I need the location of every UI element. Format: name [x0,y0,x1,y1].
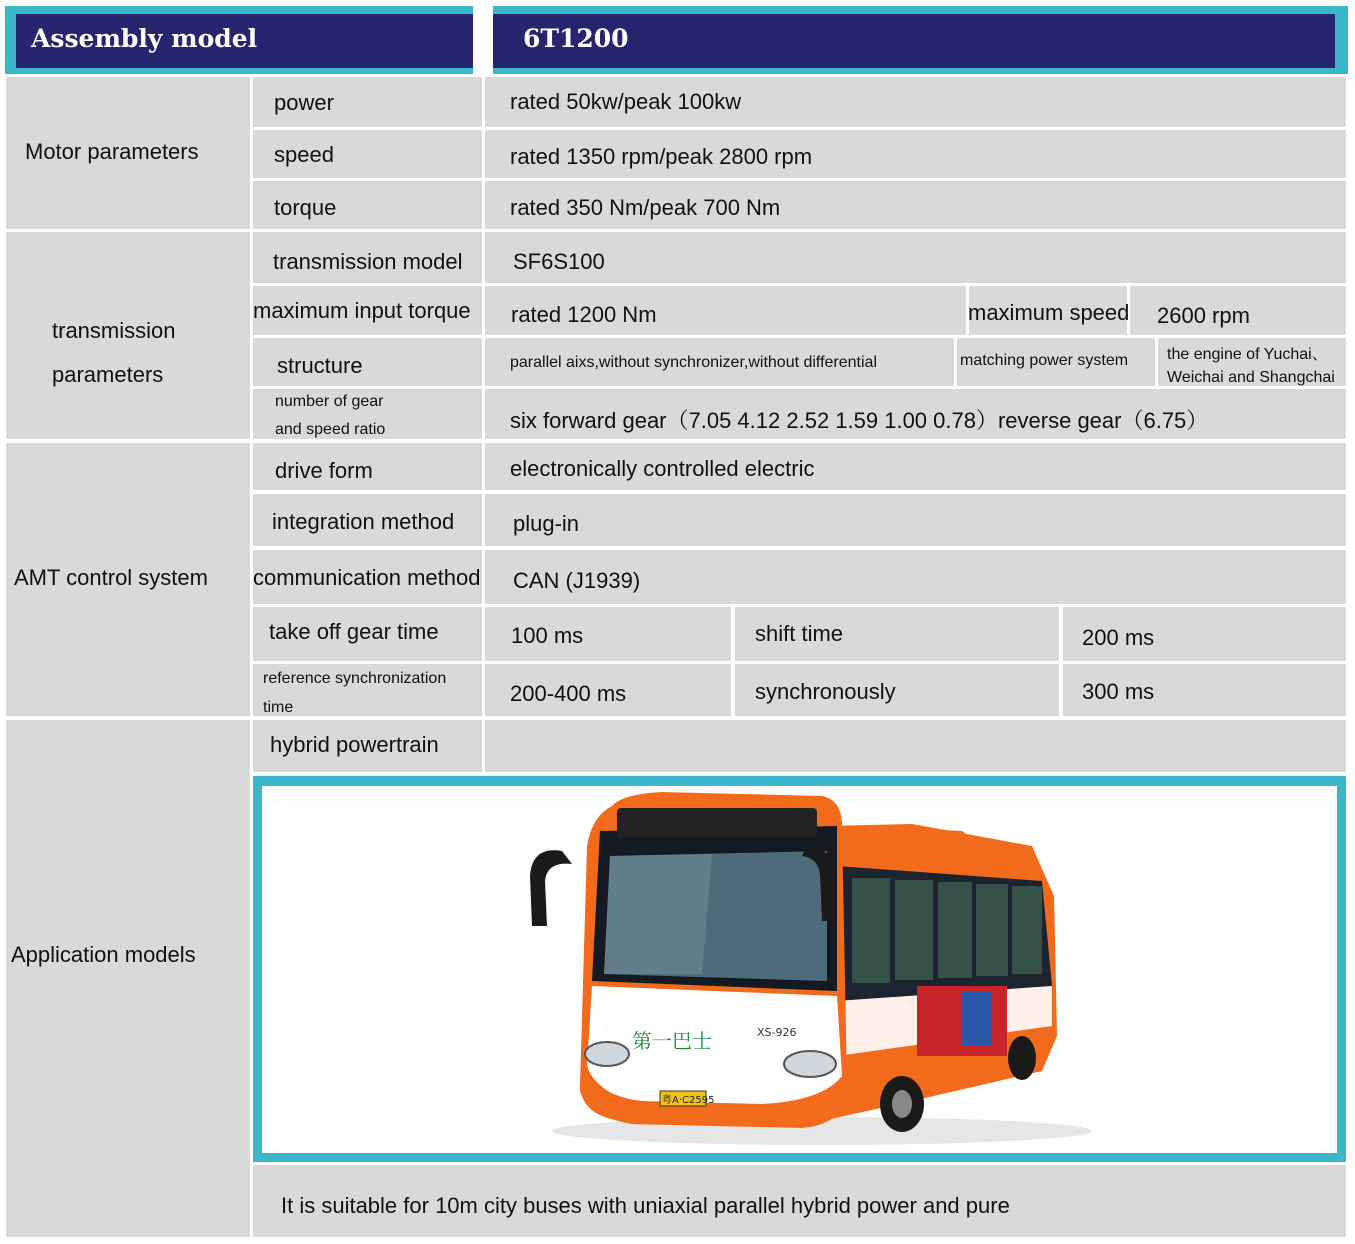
motor-torque-label: torque [274,195,337,220]
trans-gears-label-cell [253,389,482,439]
trans-maxspeed-label: maximum speed [968,300,1130,325]
amt-communication-label: communication method [253,565,481,590]
amt-integration-value: plug-in [513,511,580,536]
amt-drive-label-cell [253,443,482,490]
amt-shift-label-cell [735,607,1059,661]
trans-gears-value: six forward gear（7.05 4.12 2.52 1.59 1.00 0.78）reverse gear（6.75） [510,408,1209,433]
header-value-box [493,14,1335,68]
section-motor-label: Motor parameters [25,139,199,164]
trans-powersystem-value-line2: Weichai and Shangchai [1167,369,1335,386]
motor-torque-label-cell [253,181,482,229]
header-label: Assembly model [31,24,258,53]
motor-power-label: power [274,90,334,115]
amt-integration-label-cell [253,494,482,546]
app-description-cell [253,1165,1346,1237]
bus-route-text: XS-926 [757,1026,797,1039]
trans-model-label-cell [253,232,482,283]
trans-powersystem-value-line1: the engine of Yuchai、 [1167,346,1328,363]
amt-drive-value-cell [485,443,1346,490]
amt-shift-label: shift time [755,621,844,646]
trans-maxspeed-label-cell [968,286,1130,335]
amt-takeoff-value: 100 ms [511,623,584,648]
trans-torque-value-cell [485,286,966,335]
trans-torque-value: rated 1200 Nm [511,302,657,327]
amt-synchronously-label-cell [735,664,1059,716]
trans-structure-value-cell [485,338,954,386]
trans-structure-label-cell [253,338,482,386]
amt-communication-value-cell [485,550,1346,604]
section-application-cell [6,720,250,1237]
amt-drive-label: drive form [275,458,373,483]
trans-powersystem-value-cell [1158,338,1346,386]
amt-communication-value: CAN (J1939) [513,568,641,593]
trans-model-value-cell [485,232,1346,283]
header-value: 6T1200 [523,24,629,53]
amt-synchronously-value-cell [1063,664,1346,716]
motor-speed-value-cell [485,130,1346,178]
section-transmission-cell [6,232,250,439]
motor-speed-label-cell [253,130,482,178]
amt-sync-label-cell [253,664,482,716]
amt-sync-label-line2: time [263,699,294,716]
amt-takeoff-label-cell [253,607,482,661]
amt-takeoff-value-cell [485,607,731,661]
app-hybrid-value-cell [485,720,1346,772]
amt-drive-value: electronically controlled electric [510,456,815,481]
bus-illustration [262,786,1337,1153]
trans-model-value: SF6S100 [513,249,605,274]
app-hybrid-label: hybrid powertrain [270,732,439,757]
motor-power-label-cell [253,77,482,127]
section-application-label: Application models [11,942,196,967]
trans-torque-label-cell [253,286,482,335]
trans-structure-label: structure [277,353,363,378]
amt-integration-value-cell [485,494,1346,546]
section-transmission-label: transmission parameters [52,318,176,387]
section-motor-cell [6,77,250,229]
trans-maxspeed-value: 2600 rpm [1157,303,1250,328]
motor-speed-value: rated 1350 rpm/peak 2800 rpm [510,144,813,169]
amt-synchronously-value: 300 ms [1082,679,1155,704]
motor-torque-value: rated 350 Nm/peak 700 Nm [510,195,781,220]
amt-sync-value: 200-400 ms [510,681,627,706]
trans-structure-value: parallel aixs,without synchronizer,without differential [510,354,878,371]
amt-communication-label-cell [253,550,482,604]
amt-shift-value-cell [1063,607,1346,661]
amt-shift-value: 200 ms [1082,625,1155,650]
motor-power-value-cell [485,77,1346,127]
trans-model-label: transmission model [273,249,463,274]
app-description: It is suitable for 10m city buses with uniaxial parallel hybrid power and pure [281,1193,1010,1218]
trans-gears-label-line1: number of gear [275,393,384,410]
amt-integration-label: integration method [272,509,455,534]
trans-gears-value-cell [485,389,1346,439]
header-label-box [16,14,473,68]
amt-sync-value-cell [485,664,731,716]
section-amt-cell [6,443,250,716]
trans-torque-label: maximum input torque [253,298,471,323]
trans-powersystem-label: matching power system [960,352,1129,369]
amt-synchronously-label: synchronously [755,679,896,704]
trans-gears-label-line2: and speed ratio [275,421,386,438]
bus-plate: 粤A·C2595 [662,1095,715,1106]
amt-takeoff-label: take off gear time [269,619,439,644]
motor-power-value: rated 50kw/peak 100kw [510,89,742,114]
trans-maxspeed-value-cell [1130,286,1346,335]
motor-speed-label: speed [274,142,334,167]
trans-powersystem-label-cell [957,338,1155,386]
bus-logo-text: 第一巴士 [632,1029,712,1053]
section-amt-label: AMT control system [14,565,208,590]
header-gap [473,6,493,74]
motor-torque-value-cell [485,181,1346,229]
app-hybrid-label-cell [253,720,482,772]
amt-sync-label-line1: reference synchronization [263,670,447,687]
bus-photo [262,786,1337,1153]
